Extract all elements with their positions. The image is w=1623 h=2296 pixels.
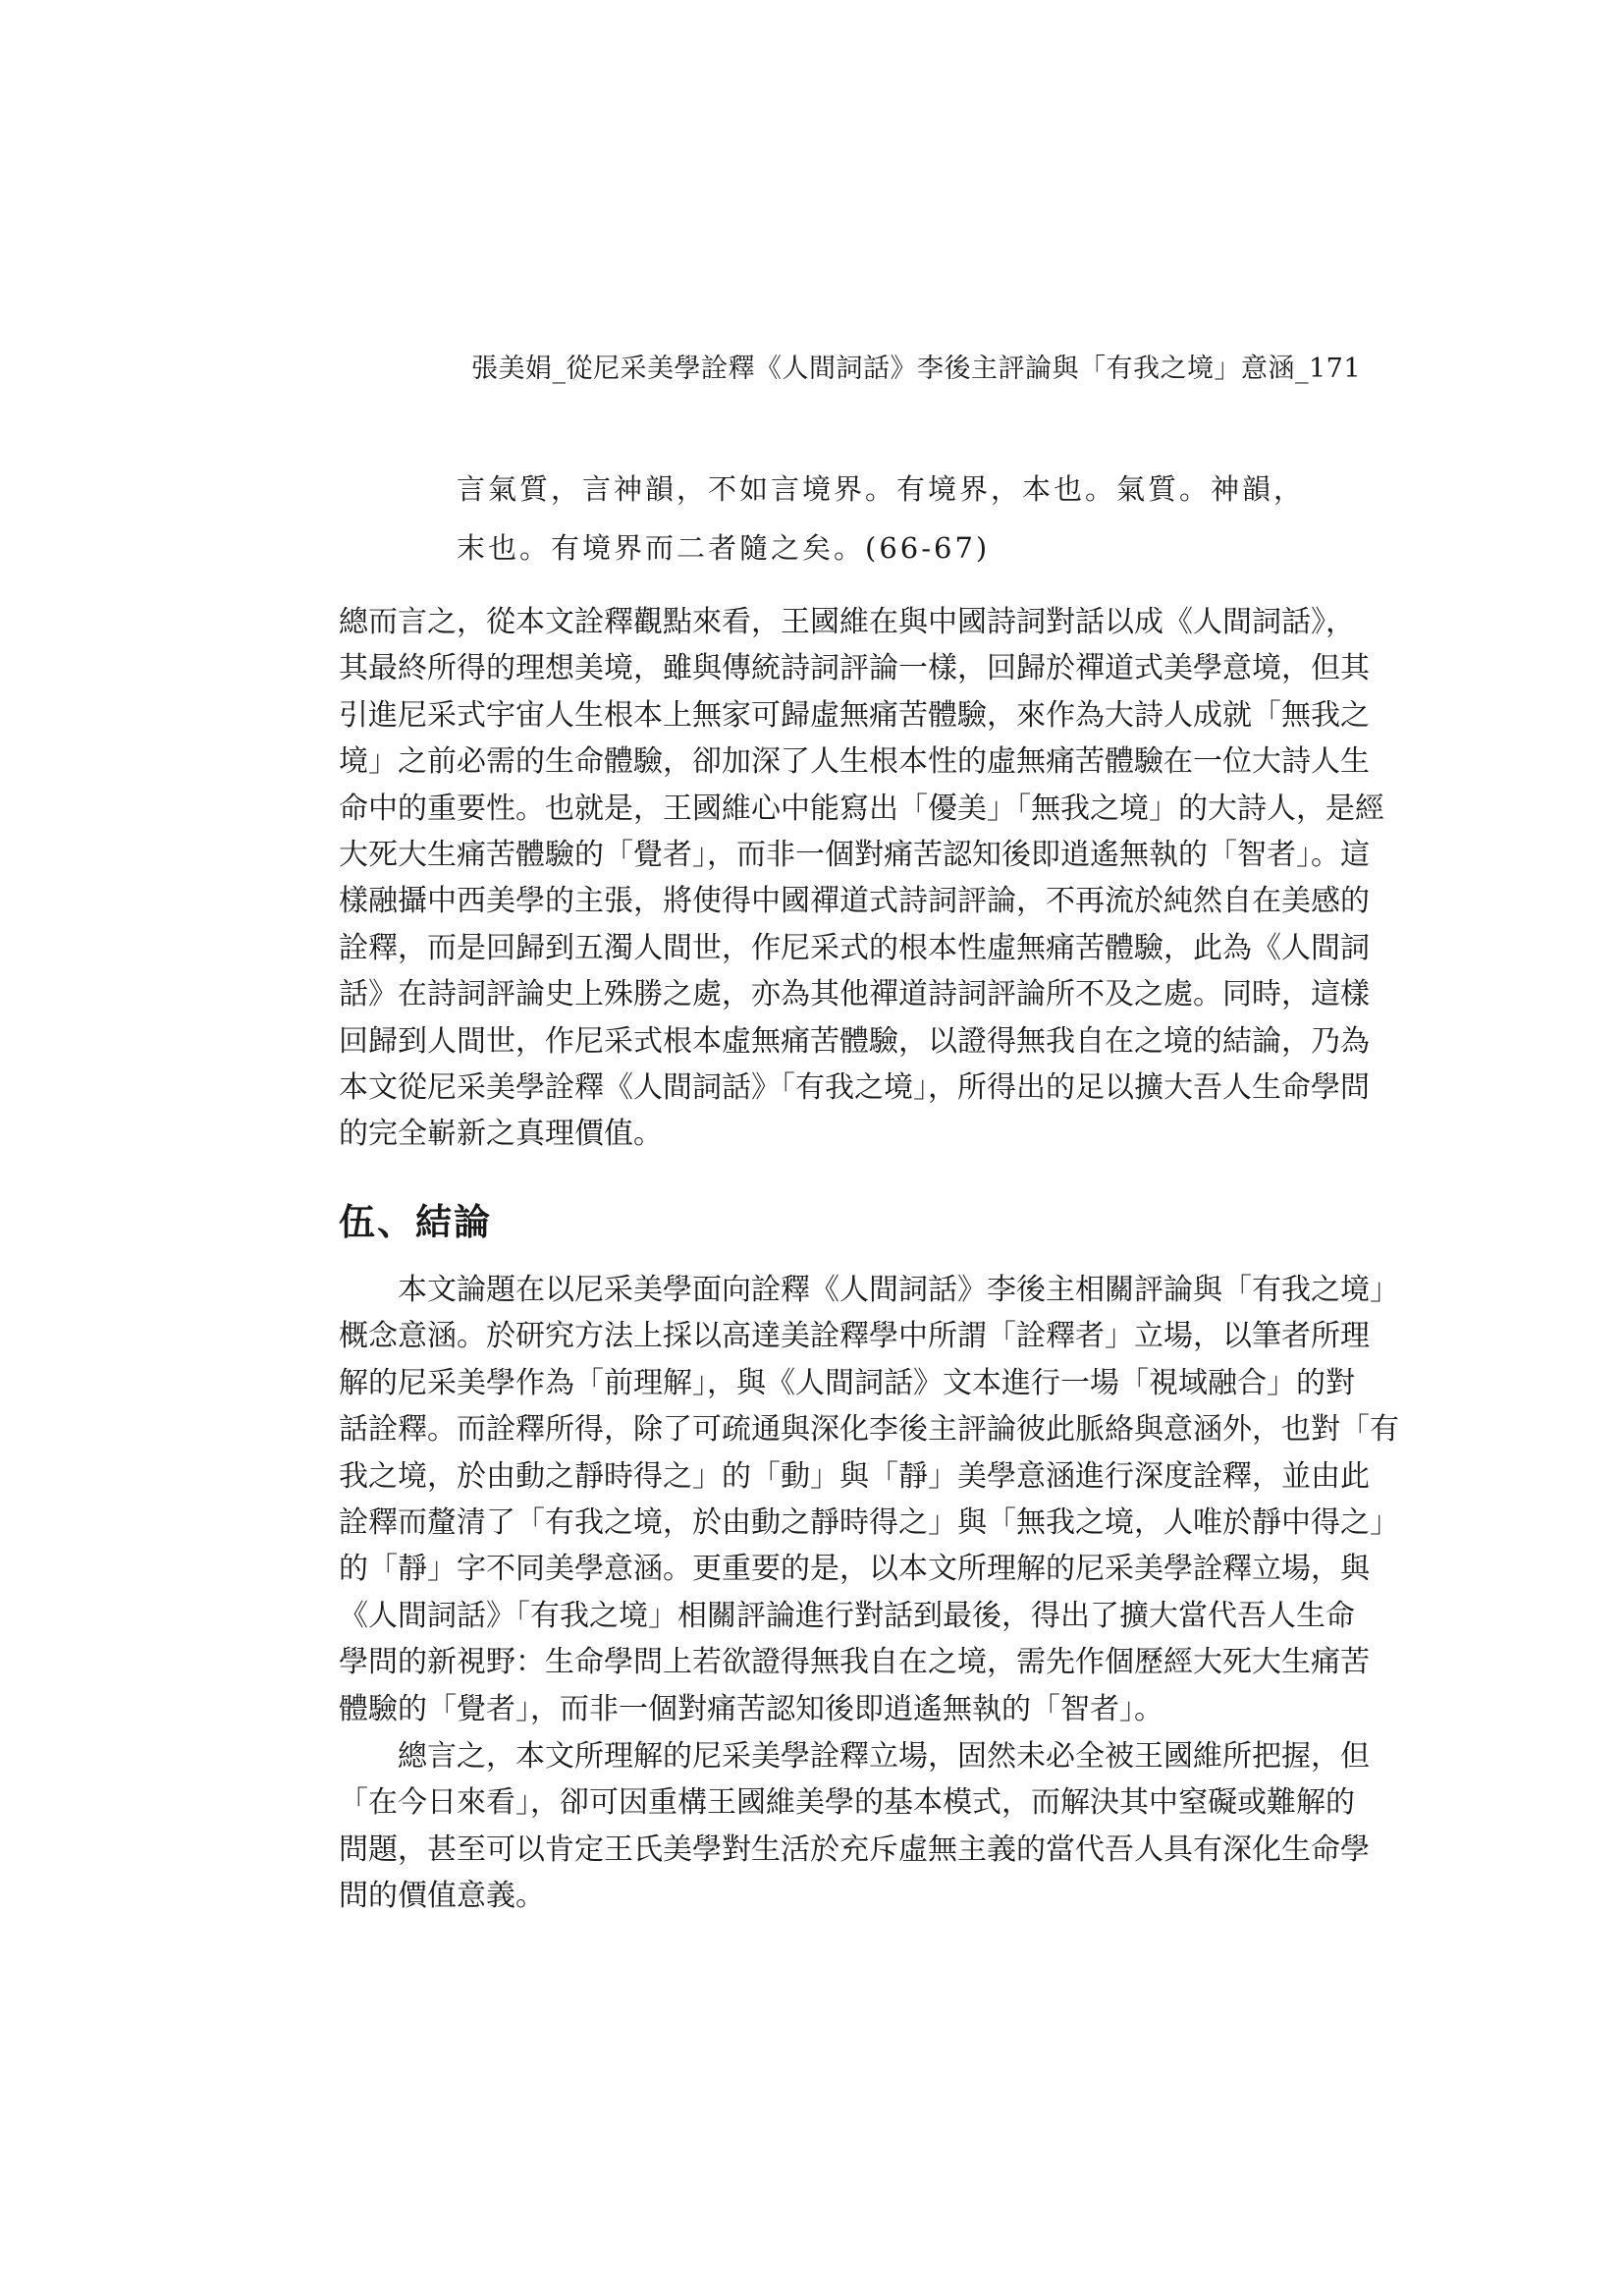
text-line: 命中的重要性。也就是，王國維心中能寫出「優美」「無我之境」的大詩人，是經: [339, 791, 1384, 826]
text-line: 詮釋而釐清了「有我之境，於由動之靜時得之」與「無我之境，人唯於靜中得之」: [339, 1505, 1399, 1541]
text-line: 概念意涵。於研究方法上採以高達美詮釋學中所謂「詮釋者」立場，以筆者所理: [339, 1319, 1370, 1354]
text-line: 「在今日來看」，卻可因重構王國維美學的基本模式，而解決其中窒礙或難解的: [339, 1785, 1355, 1821]
text-line: 《人間詞話》「有我之境」相關評論進行對話到最後，得出了擴大當代吾人生命: [339, 1598, 1355, 1633]
paragraph-conclusion: [339, 1267, 1399, 1732]
text-line: 詮釋，而是回歸到五濁人間世，作尼采式的根本性虛無痛苦體驗，此為《人間詞: [339, 930, 1370, 965]
quote-line: 末也。有境界而二者隨之矣。(66-67): [457, 531, 991, 565]
text-line: 本文論題在以尼采美學面向詮釋《人間詞話》李後主相關評論與「有我之境」: [339, 1273, 1399, 1307]
paragraph-final: [339, 1733, 1370, 1920]
text-line: 我之境，於由動之靜時得之」的「動」與「靜」美學意涵進行深度詮釋，並由此: [339, 1458, 1370, 1494]
text-line: 體驗的「覺者」，而非一個對痛苦認知後即逍遙無執的「智者」。: [339, 1691, 1163, 1726]
text-line: 境」之前必需的生命體驗，卻加深了人生根本性的虛無痛苦體驗在一位大詩人生: [339, 744, 1370, 780]
text-line: 樣融攝中西美學的主張，將使得中國禪道式詩詞評論，不再流於純然自在美感的: [339, 884, 1370, 919]
text-line: 回歸到人間世，作尼采式根本虛無痛苦體驗，以證得無我自在之境的結論，乃為: [339, 1023, 1370, 1059]
text-line: 本文從尼采美學詮釋《人間詞話》「有我之境」，所得出的足以擴大吾人生命學問: [339, 1070, 1370, 1106]
text-line: 總言之，本文所理解的尼采美學詮釋立場，固然未必全被王國維所把握，但: [339, 1739, 1370, 1774]
text-line: 的「靜」字不同美學意涵。更重要的是，以本文所理解的尼采美學詮釋立場，與: [339, 1552, 1370, 1587]
block-quote: [457, 460, 1306, 577]
text-line: 解的尼采美學作為「前理解」，與《人間詞話》文本進行一場「視域融合」的對: [339, 1365, 1355, 1400]
quote-line: 言氣質，言神韻，不如言境界。有境界，本也。氣質。神韻，: [457, 472, 1306, 506]
text-line: 的完全嶄新之真理價值。: [339, 1117, 663, 1152]
text-line: 問的價值意義。: [339, 1879, 545, 1914]
text-line: 大死大生痛苦體驗的「覺者」，而非一個對痛苦認知後即逍遙無執的「智者」。這: [339, 838, 1370, 873]
text-line: 引進尼采式宇宙人生根本上無家可歸虛無痛苦體驗，來作為大詩人成就「無我之: [339, 697, 1370, 733]
text-line: 問題，甚至可以肯定王氏美學對生活於充斥虛無主義的當代吾人具有深化生命學: [339, 1831, 1370, 1867]
text-line: 其最終所得的理想美境，雖與傳統詩詞評論一樣，回歸於禪道式美學意境，但其: [339, 651, 1370, 686]
text-line: 話》在詩詞評論史上殊勝之處，亦為其他禪道詩詞評論所不及之處。同時，這樣: [339, 977, 1370, 1012]
text-line: 總而言之，從本文詮釋觀點來看，王國維在與中國詩詞對話以成《人間詞話》，: [339, 605, 1355, 639]
paragraph-summary: [339, 599, 1384, 1158]
text-line: 話詮釋。而詮釋所得，除了可疏通與深化李後主評論彼此脈絡與意涵外，也對「有: [339, 1412, 1399, 1448]
running-header: 張美娟_從尼采美學詮釋《人間詞話》李後主評論與「有我之境」意涵_171: [471, 354, 1362, 384]
section-heading: 伍、結論: [339, 1201, 492, 1243]
text-line: 學問的新視野：生命學問上若欲證得無我自在之境，需先作個歷經大死大生痛苦: [339, 1645, 1370, 1680]
